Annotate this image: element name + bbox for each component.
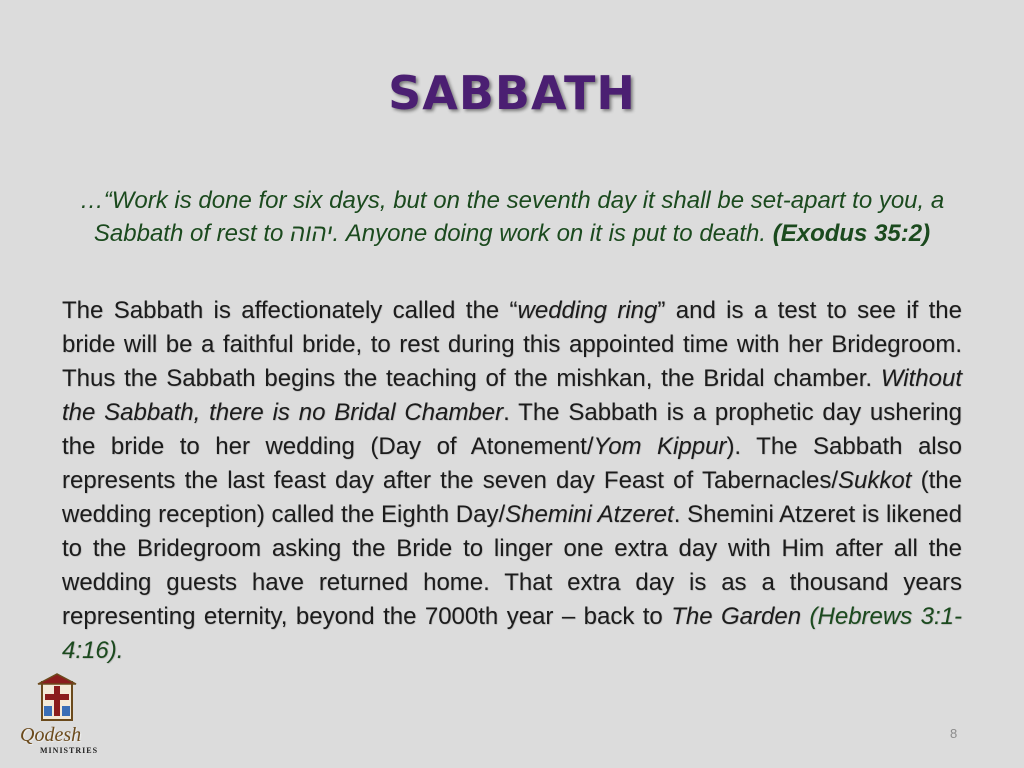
body-italic-4: Sukkot: [838, 467, 912, 494]
body-text-1: The Sabbath is affectionately called the “: [62, 297, 518, 324]
body-italic-3: Yom Kippur: [593, 433, 727, 460]
body-reference: (Hebrews 3:1-4:16).: [62, 603, 963, 664]
body-text-5: (the wedding reception) called the Eighth Day/: [62, 467, 962, 528]
body-text-3: . The Sabbath is a prophetic day ushering the bride to her wedding (Day of Atonement/: [62, 399, 962, 460]
quote-text: …“Work is done for six days, but on the seventh day it shall be set-apart to you, a Sabbath of rest to יהוה. Anyone doing work on it is put to death.: [79, 187, 945, 247]
body-text-6: . Shemini Atzeret is likened to the Bridegroom asking the Bride to linger one extra day with Him after all the wedding guests have returned home. That extra day is as a thousand years representing eternity, beyond the 7000th year – back to: [62, 501, 963, 630]
body-paragraph: [62, 294, 962, 668]
logo-name: Qodesh: [20, 724, 82, 746]
body-italic-5: Shemini Atzeret: [505, 501, 674, 528]
scripture-quote: [66, 184, 958, 250]
page-number: 8: [950, 726, 958, 741]
quote-reference: (Exodus 35:2): [772, 220, 931, 247]
logo-subtitle: MINISTRIES: [40, 746, 99, 755]
body-italic-6: The Garden: [671, 603, 802, 630]
body-text-2: ” and is a test to see if the bride will be a faithful bride, to rest during this appointed time with her Bridegroom. Thus the Sabbath begins the teaching of the mishkan, the Bridal chamber.: [62, 297, 962, 392]
slide-title: SABBATH: [388, 66, 636, 120]
body-text-4: ). The Sabbath also represents the last feast day after the seven day Feast of Tabernacles/: [62, 433, 962, 494]
body-italic-2: Without the Sabbath, there is no Bridal Chamber: [62, 365, 962, 426]
body-italic-1: wedding ring: [517, 297, 658, 324]
